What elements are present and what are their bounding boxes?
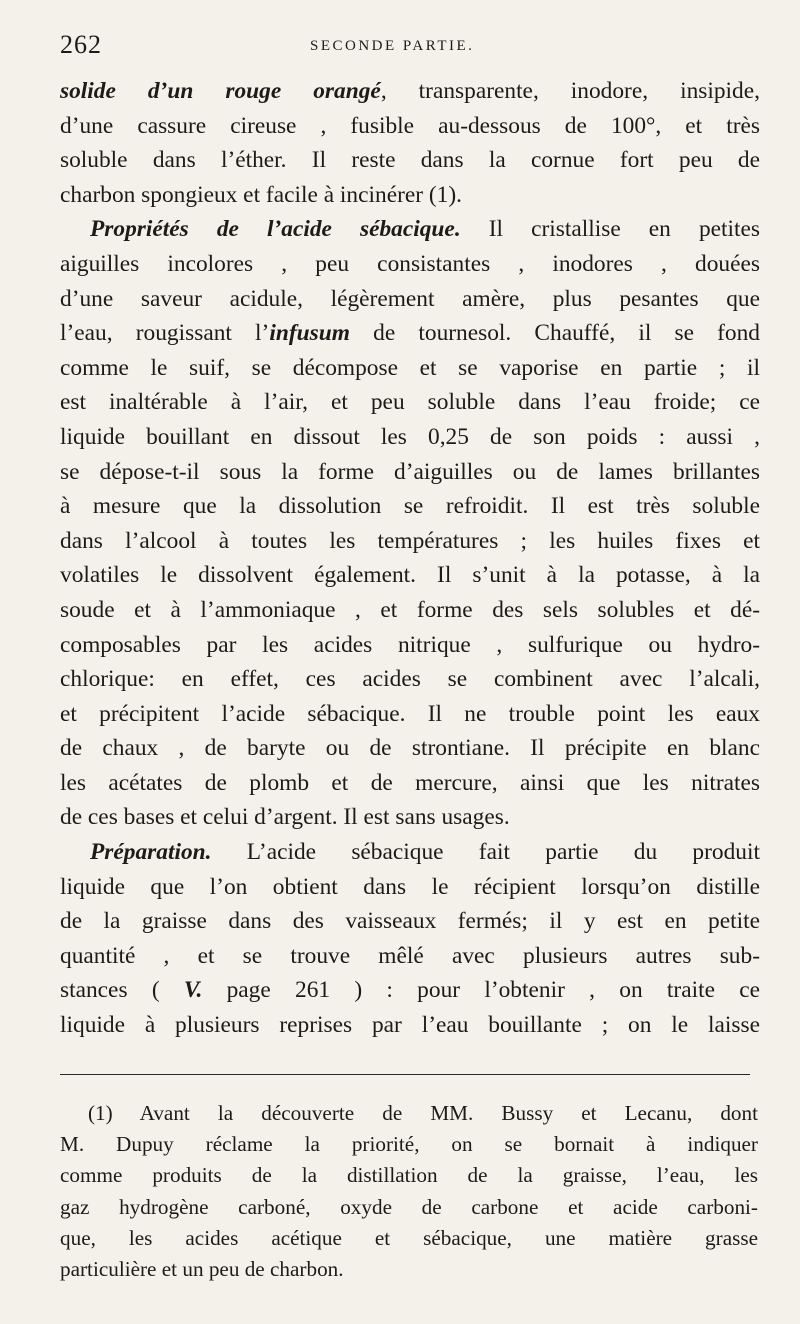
text-run: de ces bases et celui d’argent. Il est sans usages. <box>60 804 510 831</box>
text-line <box>60 697 760 732</box>
text-run: stances ( <box>60 977 184 1004</box>
text-run: les acétates de plomb et de mercure, ainsi que les nitrates <box>60 769 760 796</box>
italic-text: V. <box>183 977 203 1004</box>
text-run: liquide à plusieurs reprises par l’eau bouillante ; on le laisse <box>60 1012 760 1039</box>
text-run: M. Dupuy réclame la priorité, on se bornait à indiquer <box>60 1132 758 1157</box>
text-line <box>60 109 760 144</box>
page-number: 262 <box>60 30 102 59</box>
text-line <box>60 558 760 593</box>
text-line <box>60 904 760 939</box>
text-line <box>60 1223 758 1254</box>
text-run: (1) Avant la découverte de MM. Bussy et Lecanu, dont <box>88 1101 758 1125</box>
text-run: comme le suif, se décompose et se vaporise en partie ; il <box>60 354 760 381</box>
text-line <box>60 455 760 490</box>
footnote-rule <box>60 1074 750 1075</box>
text-run: charbon spongieux et facile à incinérer (1). <box>60 181 463 208</box>
text-line <box>60 628 760 663</box>
text-run: liquide que l’on obtient dans le récipient lorsqu’on distille <box>60 873 760 900</box>
text-run: soluble dans l’éther. Il reste dans la cornue fort peu de <box>60 147 760 174</box>
text-run: dans l’alcool à toutes les températures ; les huiles fixes et <box>60 527 760 554</box>
text-run: L’acide sébacique fait partie du produit <box>211 839 760 866</box>
text-line <box>60 282 760 317</box>
text-run: chlorique: en effet, ces acides se combinent avec l’alcali, <box>60 666 760 693</box>
text-run: comme produits de la distillation de la graisse, l’eau, les <box>60 1163 758 1188</box>
text-line <box>60 489 760 524</box>
text-line <box>60 524 760 559</box>
text-run: gaz hydrogène carboné, oxyde de carbone et acide carboni- <box>60 1194 758 1219</box>
footnote <box>60 1098 758 1285</box>
text-run: et précipitent l’acide sébacique. Il ne trouble point les eaux <box>60 700 760 727</box>
running-head: SECONDE PARTIE. <box>310 38 475 54</box>
text-line <box>60 939 760 974</box>
text-line <box>60 593 760 628</box>
paragraph-proprietes <box>60 212 760 835</box>
text-run: l’eau, rougissant l’ <box>60 320 270 347</box>
text-run: aiguilles incolores , peu consistantes , inodores , douées <box>60 250 760 277</box>
text-line <box>60 766 760 801</box>
main-text <box>60 74 760 1043</box>
text-line <box>60 1192 758 1223</box>
text-line <box>60 1254 758 1285</box>
text-line <box>60 731 760 766</box>
text-run: Il cristallise en petites <box>460 216 761 243</box>
paragraph-continuation <box>60 74 760 212</box>
text-line <box>60 316 760 351</box>
text-run: d’une saveur acidule, légèrement amère, plus pesantes que <box>60 285 760 312</box>
text-run: particulière et un peu de charbon. <box>60 1257 344 1282</box>
text-line <box>60 1129 758 1160</box>
text-run: de la graisse dans des vaisseaux fermés; il y est en petite <box>60 908 760 935</box>
text-run: soude et à l’ammoniaque , et forme des sels solubles et dé- <box>60 596 760 623</box>
text-line <box>60 973 760 1008</box>
text-line <box>60 74 760 109</box>
text-line <box>60 835 760 870</box>
text-run: d’une cassure cireuse , fusible au-dessous de 100°, et très <box>60 112 760 139</box>
text-run: à mesure que la dissolution se refroidit. Il est très soluble <box>60 493 760 520</box>
text-run: quantité , et se trouve mêlé avec plusieurs autres sub- <box>60 942 760 969</box>
text-run: que, les acides acétique et sébacique, une matière grasse <box>60 1225 758 1250</box>
italic-text: Propriétés de l’acide sébacique. <box>90 216 461 243</box>
text-run: de tournesol. Chauffé, il se fond <box>349 320 761 347</box>
text-run: se dépose-t-il sous la forme d’aiguilles ou de lames brillantes <box>60 458 760 485</box>
text-line <box>60 1098 758 1129</box>
text-run: est inaltérable à l’air, et peu soluble dans l’eau froide; ce <box>60 389 760 416</box>
text-run: page 261 ) : pour l’obtenir , on traite ce <box>202 977 760 1004</box>
text-line <box>60 1160 758 1191</box>
text-run: , transparente, inodore, insipide, <box>380 78 760 104</box>
italic-text: infusum <box>269 320 350 347</box>
text-run: liquide bouillant en dissout les 0,25 de son poids : aussi , <box>60 423 760 450</box>
text-line <box>60 212 760 247</box>
text-line <box>60 351 760 386</box>
text-line <box>60 143 760 178</box>
text-run: volatiles le dissolvent également. Il s’unit à la potasse, à la <box>60 562 760 589</box>
paragraph-preparation <box>60 835 760 1043</box>
text-line <box>60 662 760 697</box>
text-line <box>60 385 760 420</box>
text-line <box>60 178 760 213</box>
italic-text: solide d’un rouge orangé <box>60 78 381 104</box>
text-line <box>60 1008 760 1043</box>
italic-text: Préparation. <box>90 839 212 866</box>
text-line <box>60 800 760 835</box>
text-run: de chaux , de baryte ou de strontiane. Il précipite en blanc <box>60 735 760 762</box>
text-run: composables par les acides nitrique , sulfurique ou hydro- <box>60 631 760 658</box>
text-line <box>60 870 760 905</box>
text-line <box>60 420 760 455</box>
page-header <box>60 30 760 62</box>
text-line <box>60 247 760 282</box>
